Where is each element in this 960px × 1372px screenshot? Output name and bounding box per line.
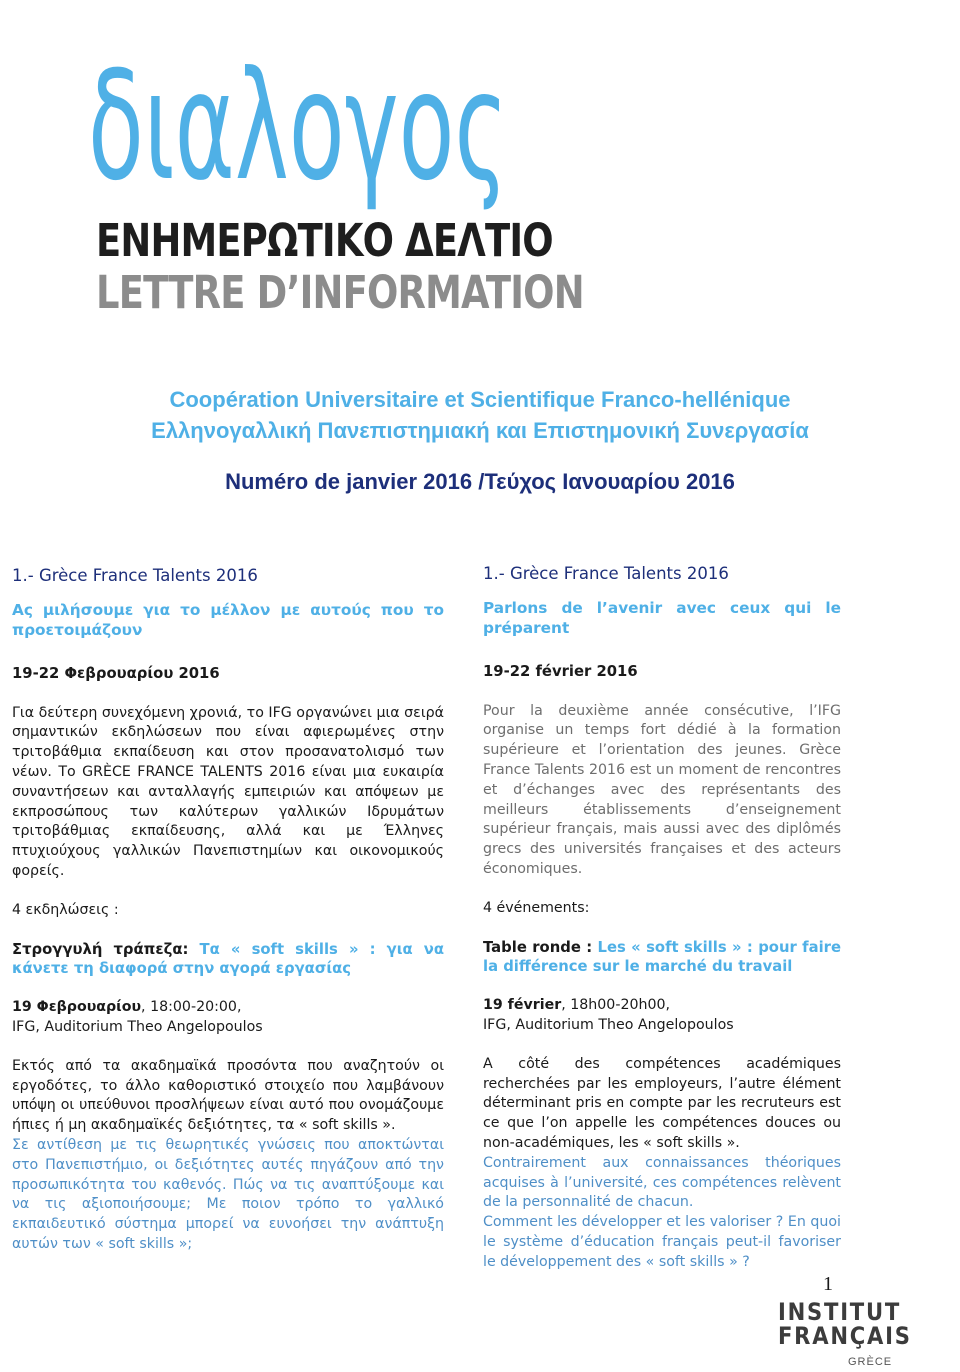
french-column	[483, 566, 841, 1273]
body-paragraph-1: Εκτός από τα ακαδημαϊκά προσόντα που αναζητούν οι εργοδότες, το άλλο καθοριστικό στοιχείο που λαμβάνουν υπόψη οι υπεύθυνοι προσλήψεων είναι αυτό που ονομάζουμε ήπιες ή μη ακαδημαϊκές δεξιότητες, τα « soft skills ».	[12, 1057, 444, 1134]
round-table-title	[483, 938, 841, 978]
round-table-date: 19 février	[483, 997, 562, 1014]
institut-line: INSTITUT	[778, 1298, 902, 1326]
round-table-topic: Les « soft skills » : pour faire la différence sur le marché du travail	[483, 938, 841, 976]
dialogos-logo	[88, 40, 518, 214]
body-paragraph-2: Σε αντίθεση με τις θεωρητικές γνώσεις που αποκτώνται στο Πανεπιστήμιο, οι δεξιότητες αυτές πηγάζουν από την προσωπικότητα του καθενός. Πώς να τις αναπτύξουμε και να τις αξιοποιήσουμε; Με ποιον τρόπο το γαλλικό εκπαιδευτικό σύστημα μπορεί να ευνοήσει την ανάπτυξη αυτών των « soft skills »;	[12, 1136, 444, 1252]
round-table-time: , 18h00-20h00,	[561, 997, 671, 1014]
body-paragraph-2: Contrairement aux connaissances théoriques acquises à l’université, ces compétences relèvent de la personnalité de chacun.	[483, 1154, 841, 1211]
dialogos-logo-text: διαλογος	[88, 40, 508, 214]
round-table-info	[12, 998, 444, 1038]
events-count: 4 événements:	[483, 899, 590, 916]
round-table-title	[12, 940, 444, 980]
round-table-prefix: Table ronde :	[483, 938, 593, 956]
round-table-prefix: Στρογγυλή τράπεζα:	[12, 940, 189, 958]
section-subtitle: Ας μιλήσουμε για το μέλλον με αυτούς που το προετοιμάζουν	[12, 600, 444, 639]
round-table-time: , 18:00-20:00,	[141, 999, 242, 1016]
intro-paragraph: Pour la deuxième année consécutive, l’IFG organise un temps fort dédié à la formation supérieure et l’orientation des jeunes. Grèce France Talents 2016 est un moment de rencontres et d’échanges avec des représentants des meilleurs établissements d’enseignement supérieur français, mais aussi avec des diplômés grecs des universités françaises et des acteurs économiques.	[483, 702, 841, 877]
intro-paragraph: Για δεύτερη συνεχόμενη χρονιά, το IFG οργανώνει μια σειρά σημαντικών εκδηλώσεων που είναι αφιερωμένες στην τριτοβάθμια εκπαίδευση και στον προσανατολισμό των νέων. Το GRÈCE FRANCE TALENTS 2016 είναι μια ευκαιρία συναντήσεων και ανταλλαγής εμπειριών και απόψεων με εκπροσώπους των καλύτερων γαλλικών Ιδρυμάτων τριτοβάθμιας εκπαίδευσης, αλλά και με Έλληνες πτυχιούχους γαλλικών Πανεπιστημίων και οικονομικούς φορείς.	[12, 704, 444, 879]
section-subtitle: Parlons de l’avenir avec ceux qui le préparent	[483, 598, 841, 637]
cooperation-title-gr: Ελληνογαλλική Πανεπιστημιακή και Επιστημονική Συνεργασία	[151, 418, 809, 443]
issue-title: Numéro de janvier 2016 /Τεύχος Ιανουαρίου 2016	[225, 469, 735, 494]
francais-line: FRANÇAIS	[778, 1322, 912, 1350]
page-number: 1	[823, 1273, 833, 1295]
event-dates: 19-22 février 2016	[483, 662, 638, 680]
round-table-place: IFG, Auditorium Theo Angelopoulos	[483, 1016, 734, 1033]
greek-column	[12, 566, 444, 1255]
body-paragraph-3: Comment les développer et les valoriser ? En quoi le système d’éducation français peut-il favoriser le développement des « soft skills » ?	[483, 1214, 841, 1270]
round-table-place: IFG, Auditorium Theo Angelopoulos	[12, 1018, 263, 1035]
body-paragraph-1: A côté des compétences académiques recherchées par les employeurs, l’autre élément déterminant pris en compte par les recruteurs est ce que l’on appelle les compétences douces ou non-académiques, les « soft skills ».	[483, 1055, 841, 1151]
masthead-greek: ΕΝΗΜΕΡΩΤΙΚΟ ΔΕΛΤΙΟ	[96, 214, 553, 267]
masthead-french: LETTRE D’INFORMATION	[96, 266, 584, 319]
section-title: 1.- Grèce France Talents 2016	[483, 564, 729, 583]
event-dates: 19-22 Φεβρουαρίου 2016	[12, 664, 220, 682]
events-count: 4 εκδηλώσεις :	[12, 901, 119, 918]
section-title: 1.- Grèce France Talents 2016	[12, 566, 258, 585]
round-table-info	[483, 996, 841, 1036]
round-table-topic: Τα « soft skills » : για να κάνετε τη διαφορά στην αγορά εργασίας	[12, 940, 444, 978]
round-table-date: 19 Φεβρουαρίου	[12, 999, 142, 1016]
institut-francais-logo	[778, 1300, 948, 1372]
cooperation-title-fr: Coopération Universitaire et Scientifique Franco-hellénique	[169, 387, 791, 412]
grece-label: GRÈCE	[848, 1356, 893, 1368]
